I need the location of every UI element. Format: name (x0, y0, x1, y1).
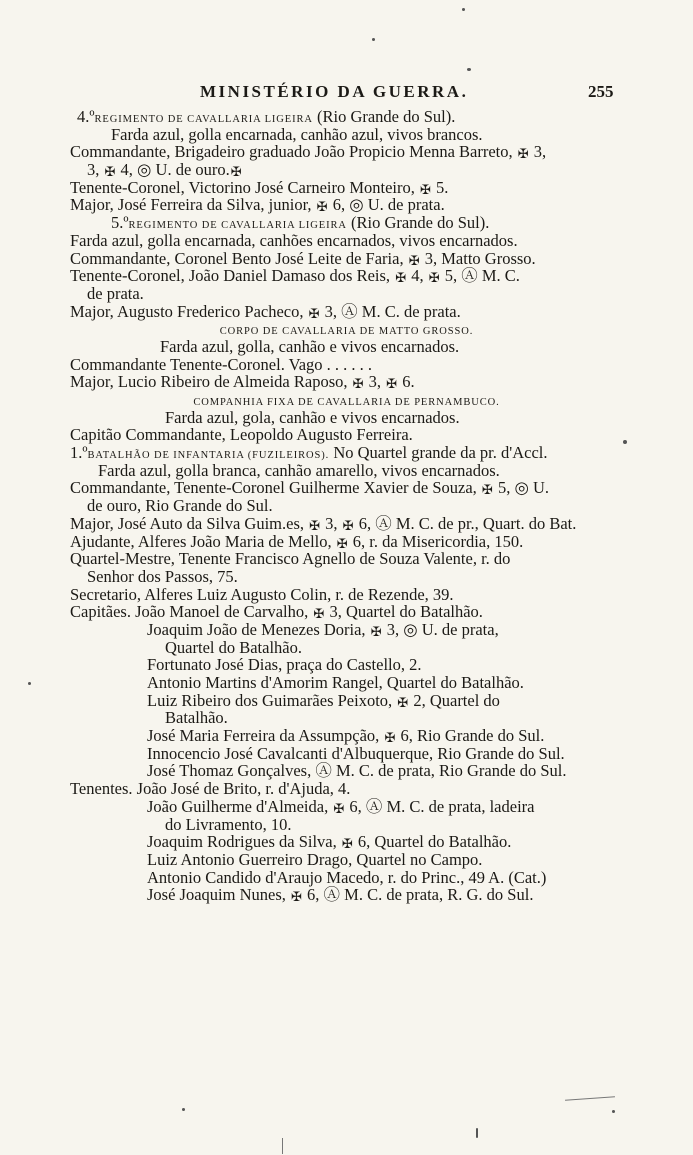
line-text: 5.º (111, 213, 129, 233)
line-text: Quartel do Batalhão. (165, 637, 302, 657)
line-text: 1.º (70, 443, 88, 463)
text-line (0, 798, 693, 816)
line-text: Commandante Tenente-Coronel. Vago . . . . . . (70, 354, 373, 374)
text-line (0, 285, 693, 303)
line-text: Tenente-Coronel, João Daniel Damaso dos Reis, (70, 266, 395, 286)
line-text: 5. (431, 177, 449, 197)
order-cross-icon: ✠ (336, 535, 348, 551)
order-cross-icon: ✠ (384, 730, 396, 746)
order-cross-icon: ✠ (408, 252, 420, 268)
line-text: Farda azul, gola, canhão e vivos encarnados. (165, 407, 460, 427)
line-text: Luiz Ribeiro dos Guimarães Peixoto, (147, 690, 397, 710)
text-line (0, 586, 693, 604)
text-line (0, 479, 693, 497)
text-line (0, 161, 693, 179)
text-line (0, 603, 693, 621)
section-heading: BATALHÃO DE INFANTARIA (FUZILEIROS). (87, 450, 330, 462)
print-speck (467, 68, 471, 71)
line-text: 6, Ⓐ M. C. de pr., Quart. do Bat. (354, 513, 577, 533)
order-cross-icon: ✠ (291, 889, 302, 905)
line-text: de ouro, Rio Grande do Sul. (87, 496, 273, 516)
line-text: Tenente-Coronel, Victorino José Carneiro Monteiro, (70, 177, 420, 197)
text-line (0, 533, 693, 551)
ink-stroke (282, 1138, 283, 1154)
line-text: Senhor dos Passos, 75. (87, 566, 238, 586)
text-line (0, 462, 693, 480)
line-text: 4, (407, 266, 428, 286)
line-text: 6, Ⓐ M. C. de prata, R. G. do Sul. (302, 885, 534, 905)
print-speck (612, 1110, 615, 1113)
text-line (0, 179, 693, 197)
text-line (0, 303, 693, 321)
line-text: 3, Ⓐ M. C. de prata. (320, 301, 461, 321)
text-line (0, 745, 693, 763)
page-body (0, 108, 693, 904)
text-line (0, 621, 693, 639)
order-cross-icon: ✠ (104, 164, 116, 180)
text-line (0, 338, 693, 356)
order-cross-icon: ✠ (313, 606, 325, 622)
line-text: Innocencio José Cavalcanti d'Albuquerque, Rio Grande do Sul. (147, 743, 565, 763)
order-cross-icon: ✠ (341, 836, 353, 852)
print-speck (476, 1128, 478, 1138)
line-text: 3, (364, 372, 386, 392)
line-text: Joaquim João de Menezes Doria, (147, 619, 370, 639)
print-speck (372, 38, 375, 41)
text-line (0, 426, 693, 444)
text-line (0, 108, 693, 126)
text-line (0, 674, 693, 692)
order-cross-icon: ✠ (370, 623, 382, 639)
line-text: 3, Quartel do Batalhão. (325, 602, 483, 622)
line-text: Tenentes. João José de Brito, r. d'Ajuda, 4. (70, 779, 351, 799)
text-line (0, 232, 693, 250)
order-cross-icon: ✠ (309, 517, 321, 533)
line-text: Farda azul, golla branca, canhão amarello, vivos encarnados. (98, 460, 500, 480)
text-line (0, 267, 693, 285)
line-text: de prata. (87, 283, 144, 303)
line-text: 4, ◎ U. de ouro. (116, 160, 230, 180)
text-line (0, 869, 693, 887)
order-cross-icon: ✠ (428, 270, 440, 286)
order-cross-icon: ✠ (395, 270, 407, 286)
order-cross-icon: ✠ (333, 800, 345, 816)
line-text: Farda azul, golla, canhão e vivos encarnados. (160, 336, 460, 356)
line-text: 6, Ⓐ M. C. de prata, ladeira (345, 796, 535, 816)
line-text: 3, (321, 513, 342, 533)
line-text: Farda azul, golla encarnada, canhões encarnados, vivos encarnados. (70, 230, 518, 250)
line-text: 3, (87, 160, 104, 180)
text-line (0, 497, 693, 515)
text-line (0, 780, 693, 798)
text-line (0, 391, 693, 409)
line-text: (Rio Grande do Sul). (346, 213, 490, 233)
line-text: 6, Rio Grande do Sul. (396, 726, 545, 746)
section-heading: CORPO DE CAVALLARIA DE MATTO GROSSO. (219, 326, 474, 338)
line-text: (Rio Grande do Sul). (312, 107, 456, 126)
line-text: Capitães. João Manoel de Carvalho, (70, 602, 313, 622)
order-cross-icon: ✠ (352, 376, 364, 392)
text-line (0, 250, 693, 268)
order-cross-icon: ✠ (481, 482, 493, 498)
order-cross-icon: ✠ (386, 376, 398, 392)
text-line (0, 639, 693, 657)
line-text: 3, Matto Grosso. (420, 248, 536, 268)
order-cross-icon: ✠ (420, 181, 431, 197)
line-text: Commandante, Tenente-Coronel Guilherme Xavier de Souza, (70, 478, 481, 498)
text-line (0, 816, 693, 834)
line-text: Commandante, Brigadeiro graduado João Propicio Menna Barreto, (70, 142, 517, 162)
line-text: No Quartel grande da pr. d'Accl. (329, 443, 548, 463)
print-speck (462, 8, 465, 11)
line-text: José Thomaz Gonçalves, Ⓐ M. C. de prata, Rio Grande do Sul. (147, 761, 567, 781)
text-line (0, 709, 693, 727)
line-text: 6. (398, 372, 415, 392)
page-header (0, 82, 693, 106)
text-line (0, 214, 693, 232)
text-line (0, 444, 693, 462)
line-text: Batalhão. (165, 708, 228, 728)
order-cross-icon: ✠ (342, 517, 354, 533)
line-text: José Joaquim Nunes, (147, 885, 290, 905)
line-text: 2, Quartel do (409, 690, 500, 710)
text-line (0, 656, 693, 674)
line-text: Major, Augusto Frederico Pacheco, (70, 301, 308, 321)
line-text: 6, r. da Misericordia, 150. (348, 531, 524, 551)
line-text: Antonio Candido d'Araujo Macedo, r. do Princ., 49 A. (Cat.) (147, 867, 547, 887)
text-line (0, 851, 693, 869)
order-cross-icon: ✠ (230, 164, 242, 180)
print-speck (28, 682, 31, 685)
section-heading: REGIMENTO DE CAVALLARIA LIGEIRA (128, 220, 347, 232)
line-text: Ajudante, Alferes João Maria de Mello, (70, 531, 336, 551)
line-text: Quartel-Mestre, Tenente Francisco Agnello de Souza Valente, r. do (70, 549, 511, 569)
line-text: Major, José Auto da Silva Guim.es, (70, 513, 309, 533)
line-text: Antonio Martins d'Amorim Rangel, Quartel do Batalhão. (147, 673, 524, 692)
text-line (0, 356, 693, 374)
text-line (0, 409, 693, 427)
order-cross-icon: ✠ (308, 305, 320, 321)
line-text: 5, Ⓐ M. C. (440, 266, 520, 286)
order-cross-icon: ✠ (397, 694, 409, 710)
line-text: Major, José Ferreira da Silva, junior, (70, 195, 316, 215)
text-line (0, 143, 693, 161)
text-line (0, 568, 693, 586)
line-text: Luiz Antonio Guerreiro Drago, Quartel no Campo. (147, 849, 483, 869)
line-text: Farda azul, golla encarnada, canhão azul, vivos brancos. (111, 124, 483, 144)
section-heading: COMPANHIA FIXA DE CAVALLARIA DE PERNAMBUCO. (193, 397, 500, 408)
line-text: João Guilherme d'Almeida, (147, 796, 333, 816)
order-cross-icon: ✠ (316, 199, 328, 215)
running-title: MINISTÉRIO DA GUERRA. (200, 82, 469, 101)
line-text: Capitão Commandante, Leopoldo Augusto Ferreira. (70, 425, 413, 445)
text-line (0, 692, 693, 710)
page-number: 255 (588, 82, 614, 101)
line-text: 6, ◎ U. de prata. (328, 195, 445, 215)
print-speck (182, 1108, 185, 1111)
text-line (0, 727, 693, 745)
text-line (0, 833, 693, 851)
text-line (0, 515, 693, 533)
text-line (0, 373, 693, 391)
line-text: Secretario, Alferes Luiz Augusto Colin, r. de Rezende, 39. (70, 584, 454, 604)
line-text: Commandante, Coronel Bento José Leite de Faria, (70, 248, 408, 268)
line-text: 3, (529, 142, 547, 162)
line-text: Fortunato José Dias, praça do Castello, 2. (147, 655, 422, 675)
line-text: Joaquim Rodrigues da Silva, (147, 832, 341, 852)
order-cross-icon: ✠ (517, 146, 529, 162)
text-line (0, 196, 693, 214)
text-line (0, 126, 693, 144)
section-heading: REGIMENTO DE CAVALLARIA LIGEIRA (94, 114, 313, 125)
text-line (0, 320, 693, 338)
line-text: 5, ◎ U. (493, 478, 550, 498)
text-line (0, 886, 693, 904)
line-text: 3, ◎ U. de prata, (382, 619, 499, 639)
line-text: Major, Lucio Ribeiro de Almeida Raposo, (70, 372, 352, 392)
text-line (0, 762, 693, 780)
print-speck (623, 440, 627, 444)
line-text: do Livramento, 10. (165, 814, 292, 834)
line-text: José Maria Ferreira da Assumpção, (147, 726, 384, 746)
line-text: 4.º (77, 107, 95, 126)
line-text: 6, Quartel do Batalhão. (353, 832, 512, 852)
ink-stroke (565, 1096, 615, 1100)
text-line (0, 550, 693, 568)
